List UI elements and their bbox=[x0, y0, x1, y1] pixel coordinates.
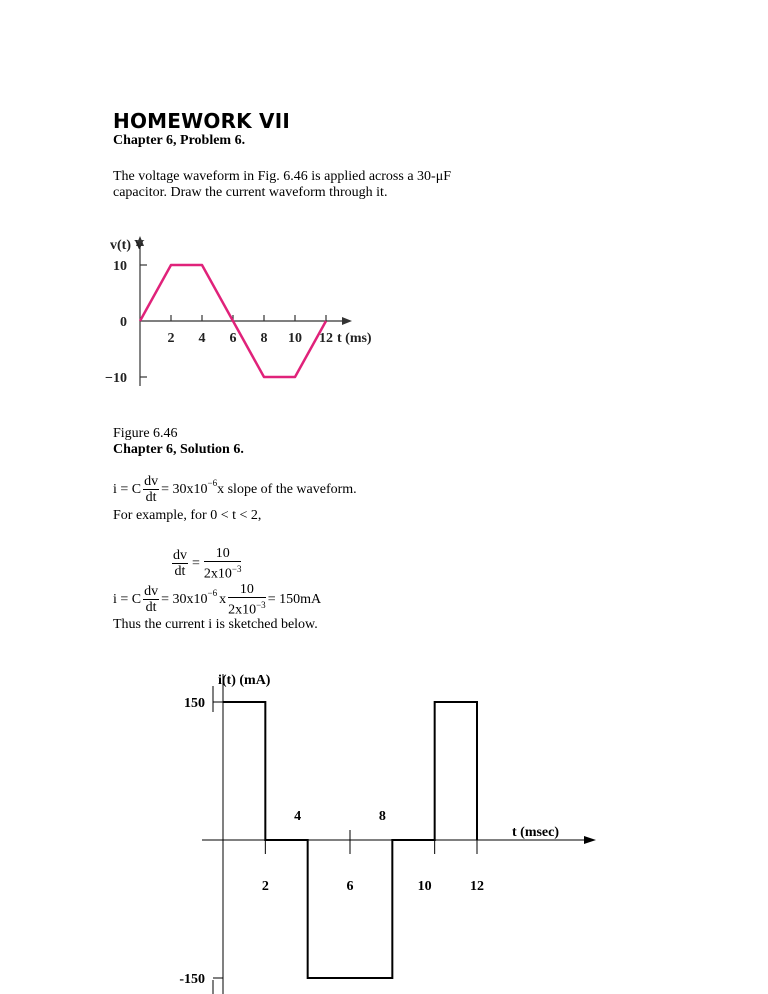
eq3-result: = 150mA bbox=[267, 591, 322, 607]
eq3-fraction-left bbox=[143, 584, 159, 615]
eq2-fraction-left bbox=[172, 548, 188, 579]
current-x-label-above: 8 bbox=[378, 809, 386, 824]
eq2-den-exp: −3 bbox=[231, 564, 242, 574]
current-x-label-above: 4 bbox=[294, 809, 302, 824]
problem-text-line2: capacitor. Draw the current waveform through it. bbox=[113, 185, 388, 200]
problem-text-line1: The voltage waveform in Fig. 6.46 is applied across a 30-μF bbox=[113, 169, 451, 184]
eq2-dv: dv bbox=[173, 548, 187, 564]
voltage-y-tick-label: −10 bbox=[105, 371, 127, 386]
conclusion-line: Thus the current i is sketched below. bbox=[113, 617, 318, 632]
equation-1 bbox=[113, 474, 357, 505]
eq3-fraction-right bbox=[228, 582, 266, 618]
voltage-y-axis-label: v(t) V bbox=[110, 238, 145, 253]
eq1-dv: dv bbox=[144, 474, 159, 489]
current-x-axis-label: t (msec) bbox=[512, 825, 560, 840]
voltage-x-tick-label: 10 bbox=[288, 331, 302, 346]
eq1-dt: dt bbox=[145, 490, 157, 505]
eq2-den-base: 2x10 bbox=[203, 566, 232, 582]
current-x-label-below: 10 bbox=[417, 879, 432, 894]
current-y-tick-label: 150 bbox=[184, 696, 205, 711]
eq3-exp: −6 bbox=[207, 587, 218, 598]
eq3-den bbox=[228, 598, 266, 618]
eq2-num: 10 bbox=[204, 546, 242, 562]
eq1-rhs: = 30x10 bbox=[161, 481, 208, 497]
voltage-x-arrow bbox=[342, 317, 352, 325]
eq1-fraction bbox=[143, 474, 159, 505]
eq3-dt: dt bbox=[145, 600, 157, 616]
eq3-lhs: i = C bbox=[113, 591, 142, 607]
problem-heading: Chapter 6, Problem 6. bbox=[113, 133, 246, 148]
current-x-arrow bbox=[584, 836, 596, 844]
eq3-times: x bbox=[219, 591, 227, 607]
eq3-dv: dv bbox=[144, 584, 159, 600]
voltage-x-tick-label: 12 bbox=[319, 331, 333, 346]
voltage-y-tick-label: 0 bbox=[120, 315, 127, 330]
current-x-label-below: 12 bbox=[470, 879, 484, 894]
voltage-x-tick-label: 4 bbox=[198, 331, 206, 346]
voltage-y-tick-label: 10 bbox=[113, 259, 127, 274]
current-labels bbox=[179, 673, 559, 987]
page-title: HOMEWORK VII bbox=[113, 109, 290, 133]
current-y-tick-label: -150 bbox=[179, 972, 205, 987]
eq3-den-exp: −3 bbox=[256, 600, 266, 610]
voltage-axes bbox=[136, 236, 352, 386]
eq1-exponent: −6 bbox=[207, 477, 218, 488]
voltage-waveform-chart bbox=[100, 218, 410, 418]
eq3-den-base: 2x10 bbox=[228, 602, 257, 618]
eq2-fraction-right bbox=[204, 546, 242, 582]
voltage-x-tick-label: 8 bbox=[260, 331, 268, 346]
equation-2 bbox=[172, 546, 241, 582]
solution-heading: Chapter 6, Solution 6. bbox=[113, 442, 244, 457]
current-x-label-below: 6 bbox=[346, 879, 354, 894]
current-y-axis-label: i(t) (mA) bbox=[218, 673, 271, 688]
eq2-den bbox=[204, 562, 242, 582]
example-line: For example, for 0 < t < 2, bbox=[113, 508, 262, 523]
eq1-rhs-tail: x slope of the waveform. bbox=[217, 481, 357, 497]
eq3-mid: = 30x10 bbox=[161, 591, 208, 607]
eq1-lhs: i = C bbox=[113, 481, 142, 497]
current-x-label-below: 2 bbox=[261, 879, 269, 894]
current-waveform-chart bbox=[150, 668, 610, 994]
eq3-num: 10 bbox=[228, 582, 266, 598]
voltage-x-tick-label: 2 bbox=[167, 331, 175, 346]
figure-caption: Figure 6.46 bbox=[113, 426, 178, 441]
eq2-equals: = bbox=[192, 555, 200, 571]
voltage-x-tick-label: 6 bbox=[229, 331, 237, 346]
voltage-x-axis-label: t (ms) bbox=[337, 331, 372, 346]
equation-3 bbox=[113, 582, 321, 618]
eq2-dt: dt bbox=[174, 564, 186, 580]
